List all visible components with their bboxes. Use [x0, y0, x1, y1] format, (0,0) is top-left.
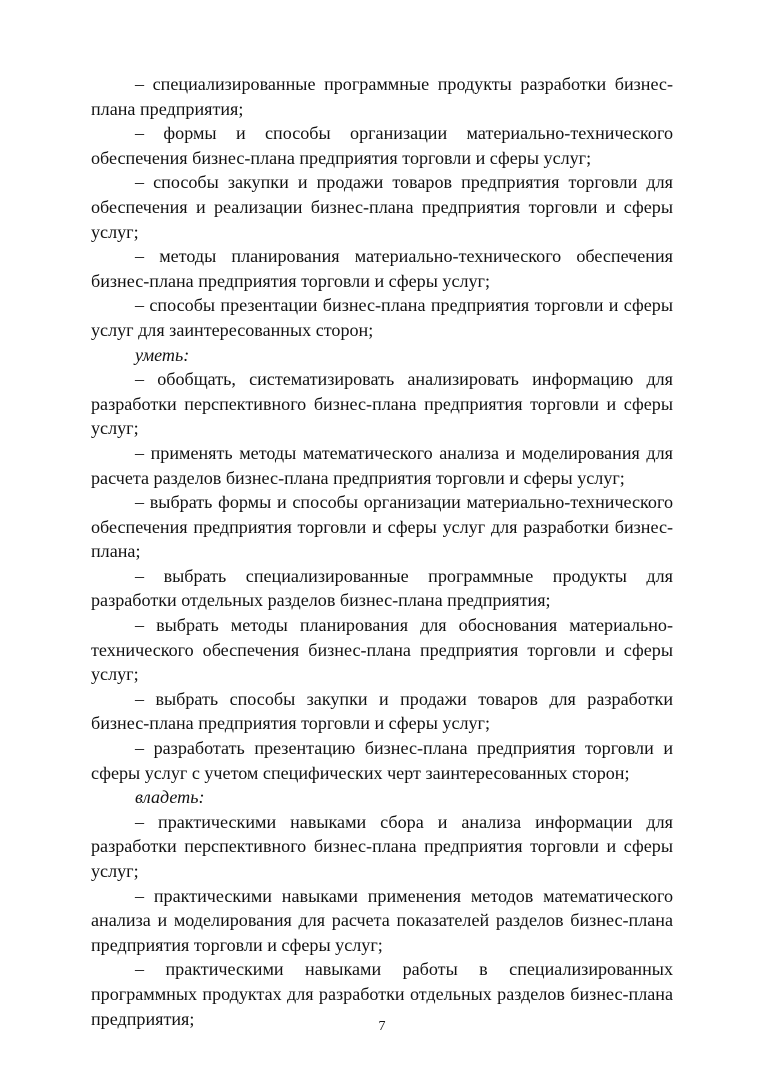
list-item: – способы презентации бизнес-плана предприятия торговли и сферы услуг для заинтересованных сторон; [91, 295, 673, 340]
section-heading-vladet: владеть: [135, 787, 205, 808]
list-item: – выбрать методы планирования для обоснования материально-технического обеспечения бизнес-плана предприятия торговли и сферы услуг; [91, 615, 673, 685]
list-item: – выбрать формы и способы организации материально-технического обеспечения предприятия торговли и сферы услуг для разработки бизнес-плана; [91, 492, 673, 562]
list-item: – выбрать специализированные программные продукты для разработки отдельных разделов бизнес-плана предприятия; [91, 565, 673, 611]
document-page [91, 72, 673, 1031]
list-item: – обобщать, систематизировать анализировать информацию для разработки перспективного бизнес-плана предприятия торговли и сферы услуг; [91, 369, 673, 439]
list-item: – практическими навыками работы в специализированных программных продуктах для разработки отдельных разделов бизнес-плана предприятия; [91, 959, 673, 1029]
list-item: – способы закупки и продажи товаров предприятия торговли для обеспечения и реализации бизнес-плана предприятия торговли и сферы услуг; [91, 172, 673, 242]
list-item: – формы и способы организации материально-технического обеспечения бизнес-плана предприятия торговли и сферы услуг; [91, 123, 673, 168]
list-item: – практическими навыками применения методов математического анализа и моделирования для расчета показателей разделов бизнес-плана предприятия торговли и сферы услуг; [91, 885, 673, 955]
list-item: – специализированные программные продукты разработки бизнес-плана предприятия; [91, 74, 673, 119]
list-item: – методы планирования материально-технического обеспечения бизнес-плана предприятия торговли и сферы услуг; [91, 246, 673, 291]
list-item: – разработать презентацию бизнес-плана предприятия торговли и сферы услуг с учетом специфических черт заинтересованных сторон; [91, 738, 673, 783]
list-item: – применять методы математического анализа и моделирования для расчета разделов бизнес-плана предприятия торговли и сферы услуг; [91, 442, 673, 488]
list-item: – практическими навыками сбора и анализа информации для разработки перспективного бизнес-плана предприятия торговли и сферы услуг; [91, 811, 673, 881]
list-item: – выбрать способы закупки и продажи товаров для разработки бизнес-плана предприятия торговли и сферы услуг; [91, 688, 673, 734]
page-number: 7 [378, 1019, 386, 1034]
section-heading-umet: уметь: [135, 344, 190, 365]
